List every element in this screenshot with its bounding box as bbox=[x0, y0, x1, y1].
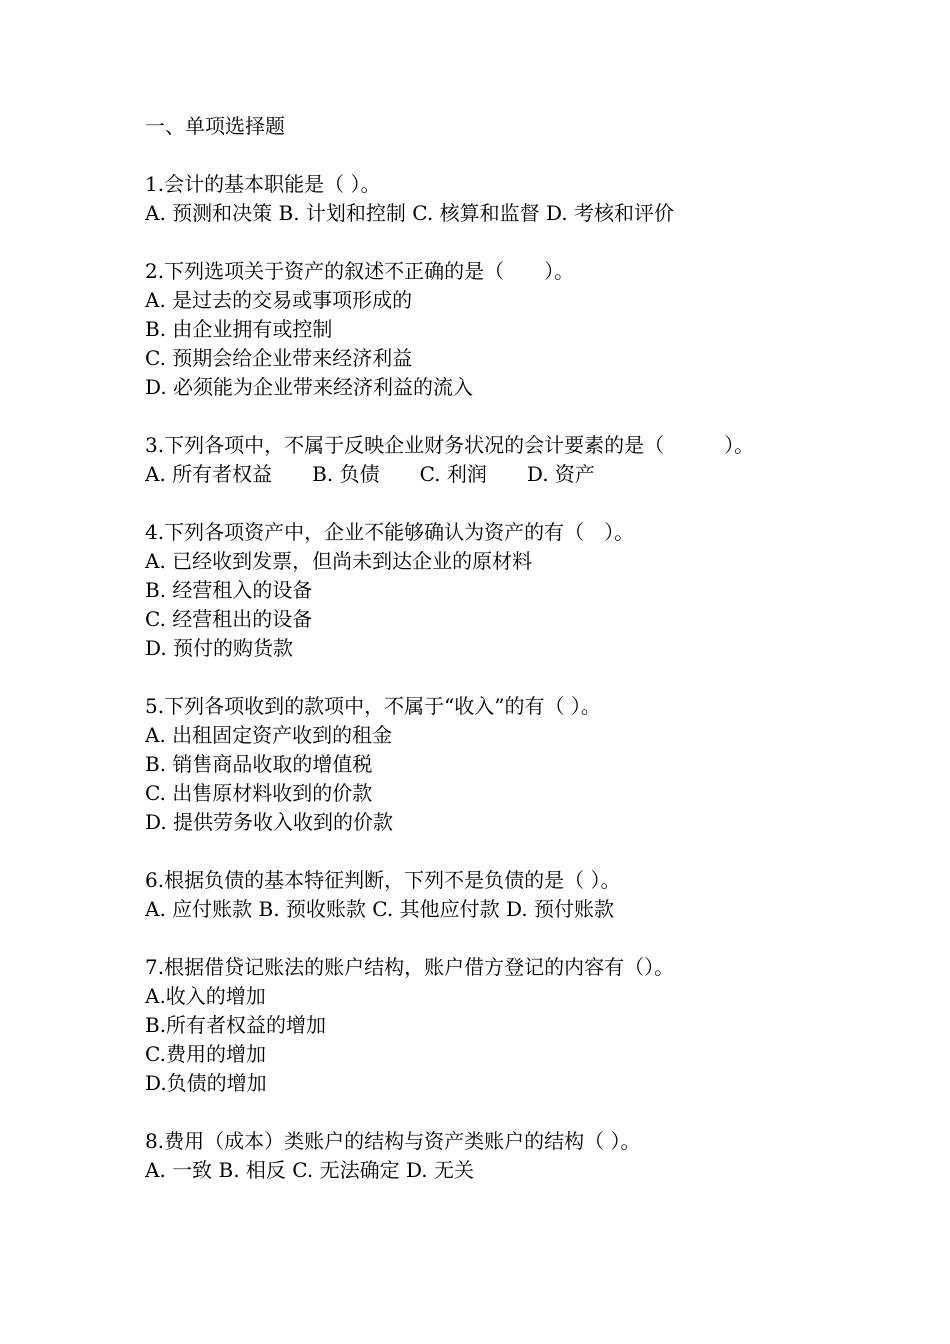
section-title: 一、单项选择题 bbox=[145, 114, 285, 138]
option-a: A. 出租固定资产收到的租金 bbox=[145, 723, 393, 747]
option-b: B. 销售商品收取的增值税 bbox=[145, 752, 373, 776]
option-a: A. 是过去的交易或事项形成的 bbox=[145, 288, 413, 312]
question-1 bbox=[145, 170, 935, 228]
question-stem: 3.下列各项中，不属于反映企业财务状况的会计要素的是（ ）。 bbox=[145, 433, 755, 457]
question-stem: 7.根据借贷记账法的账户结构，账户借方登记的内容有（）。 bbox=[145, 955, 675, 979]
option-line: A. 应付账款 B. 预收账款 C. 其他应付款 D. 预付账款 bbox=[145, 897, 614, 921]
option-line: A. 所有者权益 B. 负债 C. 利润 D. 资产 bbox=[145, 462, 595, 486]
option-c: C. 预期会给企业带来经济利益 bbox=[145, 346, 413, 370]
question-stem: 1.会计的基本职能是（ ）。 bbox=[145, 172, 381, 196]
question-3 bbox=[145, 431, 935, 489]
option-b: B. 经营租入的设备 bbox=[145, 578, 313, 602]
question-7 bbox=[145, 953, 935, 1098]
option-c: C. 经营租出的设备 bbox=[145, 607, 313, 631]
option-d: D.负债的增加 bbox=[145, 1071, 267, 1095]
question-2 bbox=[145, 257, 935, 402]
question-4 bbox=[145, 518, 935, 663]
option-b: B. 由企业拥有或控制 bbox=[145, 317, 333, 341]
option-line: A. 一致 B. 相反 C. 无法确定 D. 无关 bbox=[145, 1158, 474, 1182]
question-5 bbox=[145, 692, 935, 837]
option-a: A.收入的增加 bbox=[145, 984, 266, 1008]
question-6 bbox=[145, 866, 935, 924]
question-stem: 8.费用（成本）类账户的结构与资产类账户的结构（ ）。 bbox=[145, 1129, 641, 1153]
option-b: B.所有者权益的增加 bbox=[145, 1013, 327, 1037]
option-d: D. 提供劳务收入收到的价款 bbox=[145, 810, 394, 834]
question-stem: 5.下列各项收到的款项中，不属于“收入”的有（ ）。 bbox=[145, 694, 601, 718]
option-d: D. 必须能为企业带来经济利益的流入 bbox=[145, 375, 474, 399]
option-d: D. 预付的购货款 bbox=[145, 636, 294, 660]
option-line: A. 预测和决策 B. 计划和控制 C. 核算和监督 D. 考核和评价 bbox=[145, 201, 674, 225]
question-8 bbox=[145, 1127, 935, 1185]
question-stem: 2.下列选项关于资产的叙述不正确的是（ ）。 bbox=[145, 259, 575, 283]
option-c: C.费用的增加 bbox=[145, 1042, 266, 1066]
document-page bbox=[145, 112, 935, 1214]
question-stem: 4.下列各项资产中，企业不能够确认为资产的有（ ）。 bbox=[145, 520, 635, 544]
option-a: A. 已经收到发票，但尚未到达企业的原材料 bbox=[145, 549, 533, 573]
option-c: C. 出售原材料收到的价款 bbox=[145, 781, 373, 805]
question-stem: 6.根据负债的基本特征判断，下列不是负债的是（ ）。 bbox=[145, 868, 621, 892]
